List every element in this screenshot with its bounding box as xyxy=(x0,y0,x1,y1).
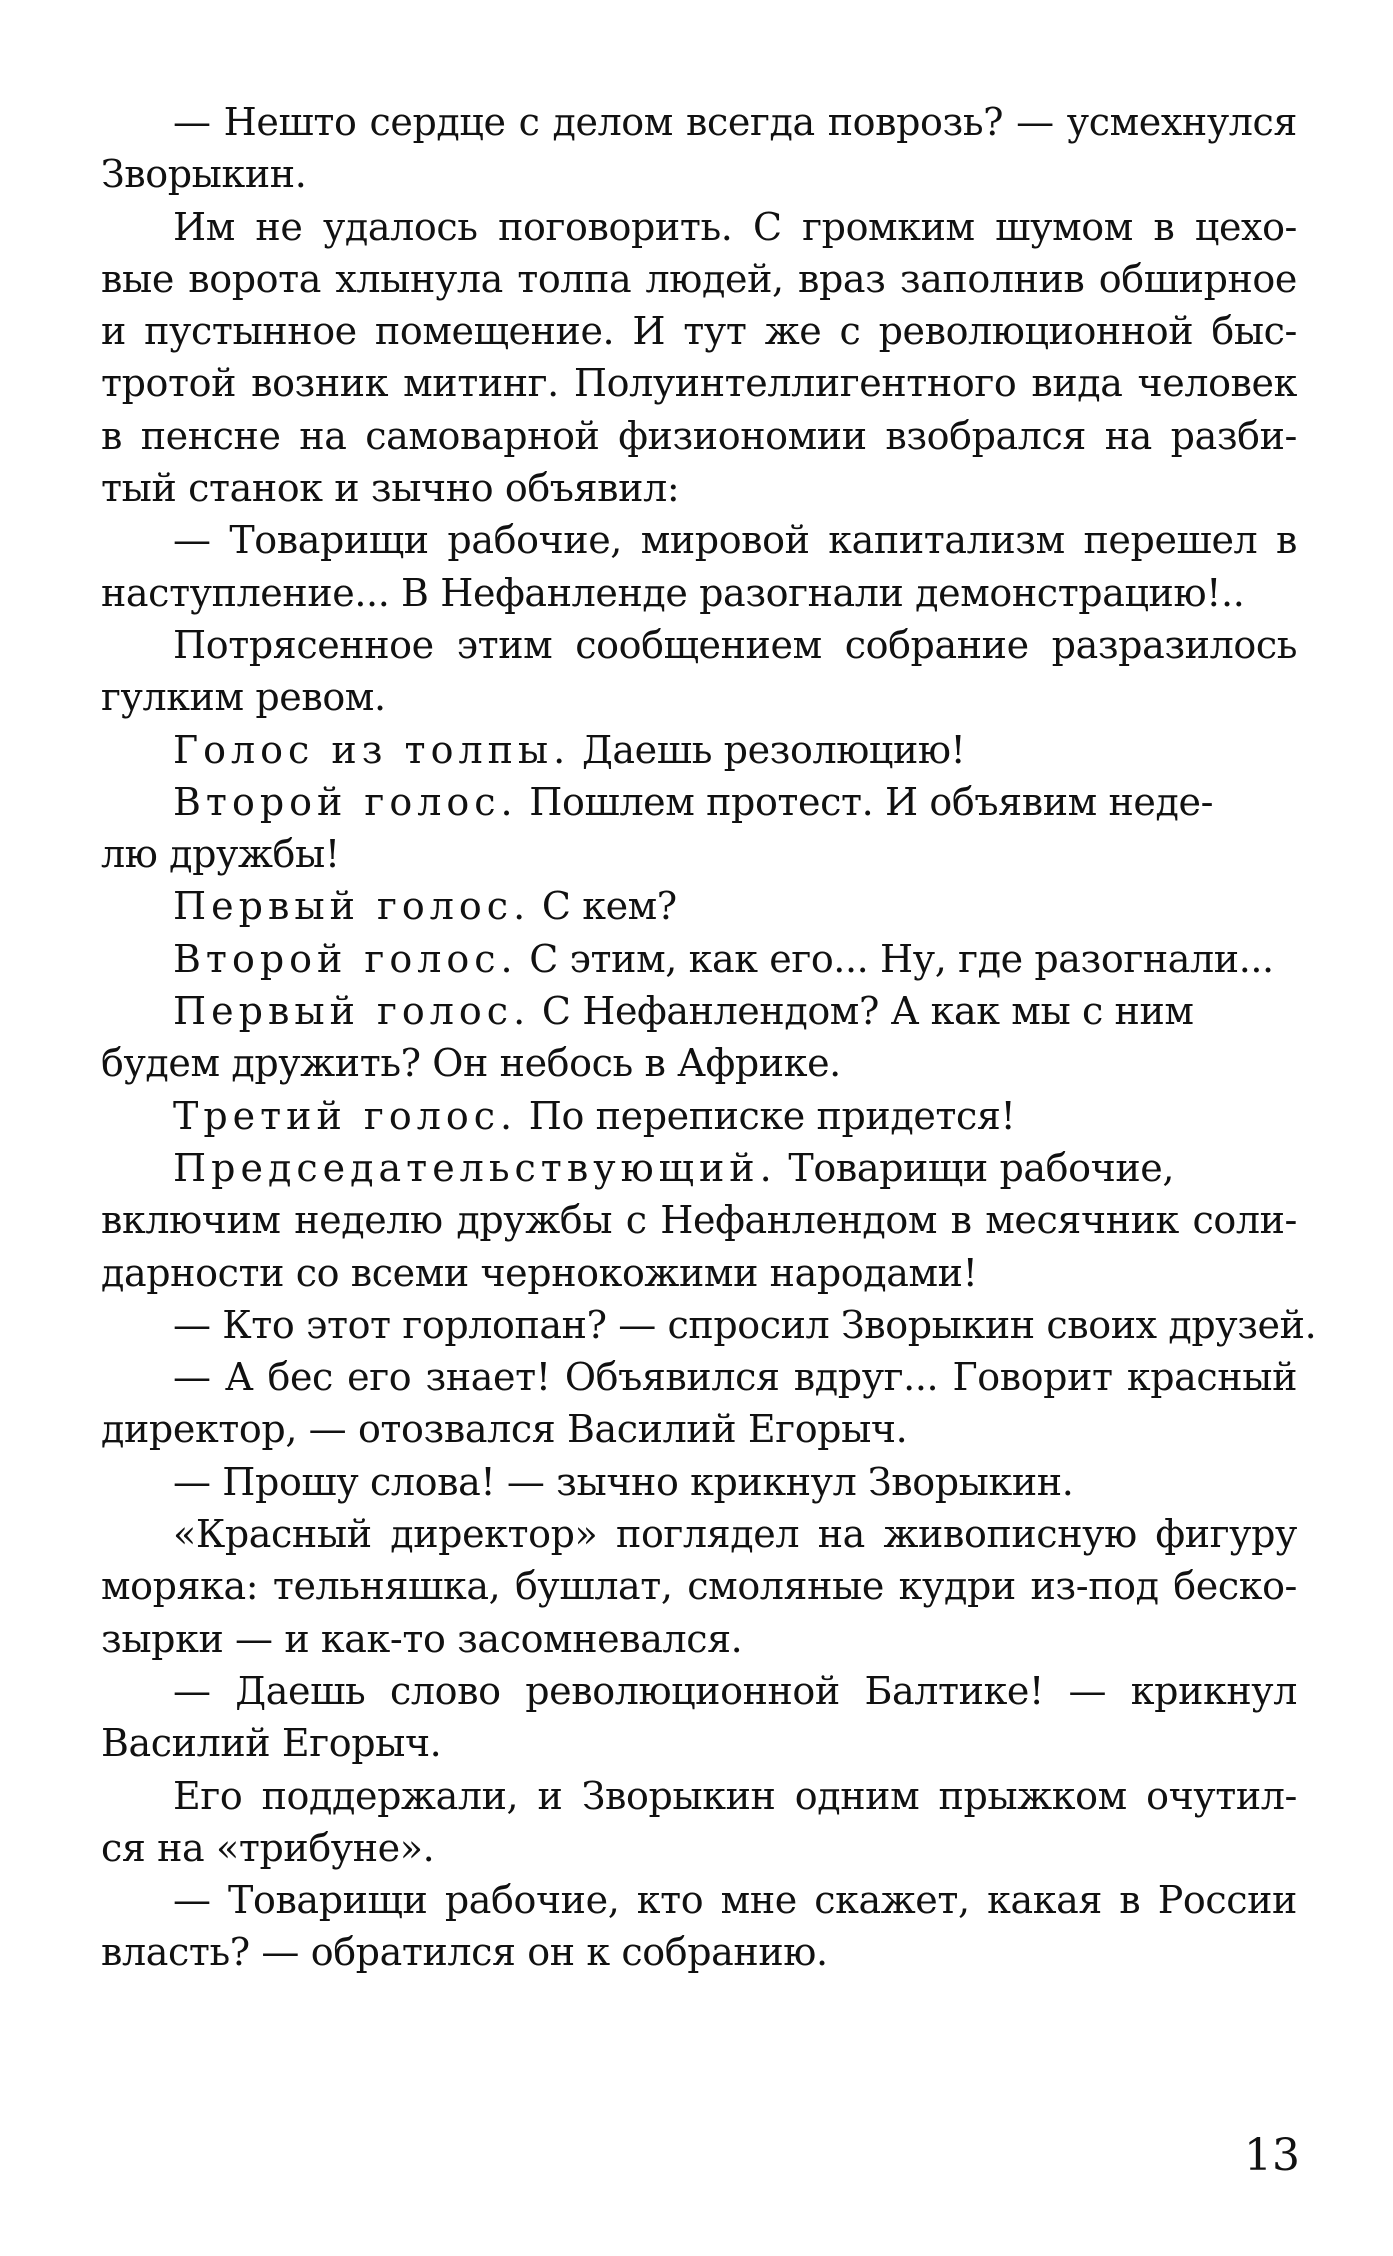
dialogue-line xyxy=(101,933,1297,985)
text-line: директор, — отозвался Василий Егорыч. xyxy=(101,1407,908,1452)
text-line: — Товарищи рабочие, мировой капитализм перешел в xyxy=(173,518,1297,563)
text-line: — Нешто сердце с делом всегда поврозь? — усмехнулся xyxy=(173,100,1297,144)
speech-text: Пошлем протест. И объявим неде- xyxy=(529,779,1214,824)
text-line: тый станок и зычно объявил: xyxy=(101,466,680,511)
text-line: ся на «трибуне». xyxy=(101,1825,435,1870)
text-line: дарности со всеми чернокожими народами! xyxy=(101,1250,978,1295)
text-line: власть? — обратился он к собранию. xyxy=(101,1930,828,1975)
text-line: Потрясенное этим сообщением собрание разразилось xyxy=(173,622,1297,667)
dialogue-line xyxy=(101,985,1297,1037)
speaker-name: Второй голос. xyxy=(173,936,518,981)
text-line: включим неделю дружбы с Нефанлендом в месячник соли- xyxy=(101,1198,1297,1243)
text-line: и пустынное помещение. И тут же с революционной быс- xyxy=(101,309,1297,354)
dialogue-line xyxy=(101,880,1297,932)
speech-text: Даешь резолюцию! xyxy=(581,727,966,772)
text-line: лю дружбы! xyxy=(101,832,340,877)
speaker-name: Голос из толпы. xyxy=(173,727,571,772)
dialogue-line xyxy=(101,724,1297,776)
text-line: — Прошу слова! — зычно крикнул Зворыкин. xyxy=(173,1459,1074,1504)
text-line: Зворыкин. xyxy=(101,152,307,197)
dialogue-line xyxy=(101,1142,1297,1194)
text-line: гулким ревом. xyxy=(101,675,386,720)
speech-text: С этим, как его... Ну, где разогнали... xyxy=(529,936,1274,981)
text-line: будем дружить? Он небось в Африке. xyxy=(101,1041,841,1086)
text-line: тротой возник митинг. Полуинтеллигентного вида человек xyxy=(101,361,1297,406)
text-line: наступление... В Нефанленде разогнали демонстрацию!.. xyxy=(101,570,1245,615)
speech-text: С кем? xyxy=(541,884,677,929)
text-line: моряка: тельняшка, бушлат, смоляные кудри из-под беско- xyxy=(101,1564,1297,1609)
page-number: 13 xyxy=(1244,2130,1300,2181)
dialogue-line xyxy=(101,776,1297,828)
speaker-name: Председательствующий. xyxy=(173,1145,777,1190)
text-line: в пенсне на самоварной физиономии взобрался на разби- xyxy=(101,413,1297,458)
text-line: — Товарищи рабочие, кто мне скажет, какая в России xyxy=(173,1878,1297,1923)
text-column xyxy=(101,96,1317,1979)
text-line: — А бес его знает! Объявился вдруг... Говорит красный xyxy=(173,1355,1297,1400)
text-line: Василий Егорыч. xyxy=(101,1721,442,1766)
speech-text: Товарищи рабочие, xyxy=(788,1145,1175,1190)
speech-text: По переписке придется! xyxy=(528,1093,1016,1138)
speaker-name: Третий голос. xyxy=(173,1093,518,1138)
text-line: «Красный директор» поглядел на живописную фигуру xyxy=(173,1512,1297,1557)
speaker-name: Первый голос. xyxy=(173,884,531,929)
text-line: вые ворота хлынула толпа людей, враз заполнив обширное xyxy=(101,256,1297,301)
dialogue-line xyxy=(101,1090,1297,1142)
speaker-name: Второй голос. xyxy=(173,779,518,824)
speaker-name: Первый голос. xyxy=(173,989,531,1034)
text-line: — Кто этот горлопан? — спросил Зворыкин своих друзей. xyxy=(173,1302,1317,1347)
text-line: Им не удалось поговорить. С громким шумом в цехо- xyxy=(173,204,1297,249)
text-line: Его поддержали, и Зворыкин одним прыжком очутил- xyxy=(173,1773,1297,1818)
text-line: — Даешь слово революционной Балтике! — крикнул xyxy=(173,1668,1297,1713)
text-line: зырки — и как-то засомневался. xyxy=(101,1616,743,1661)
speech-text: С Нефанлендом? А как мы с ним xyxy=(541,989,1194,1034)
